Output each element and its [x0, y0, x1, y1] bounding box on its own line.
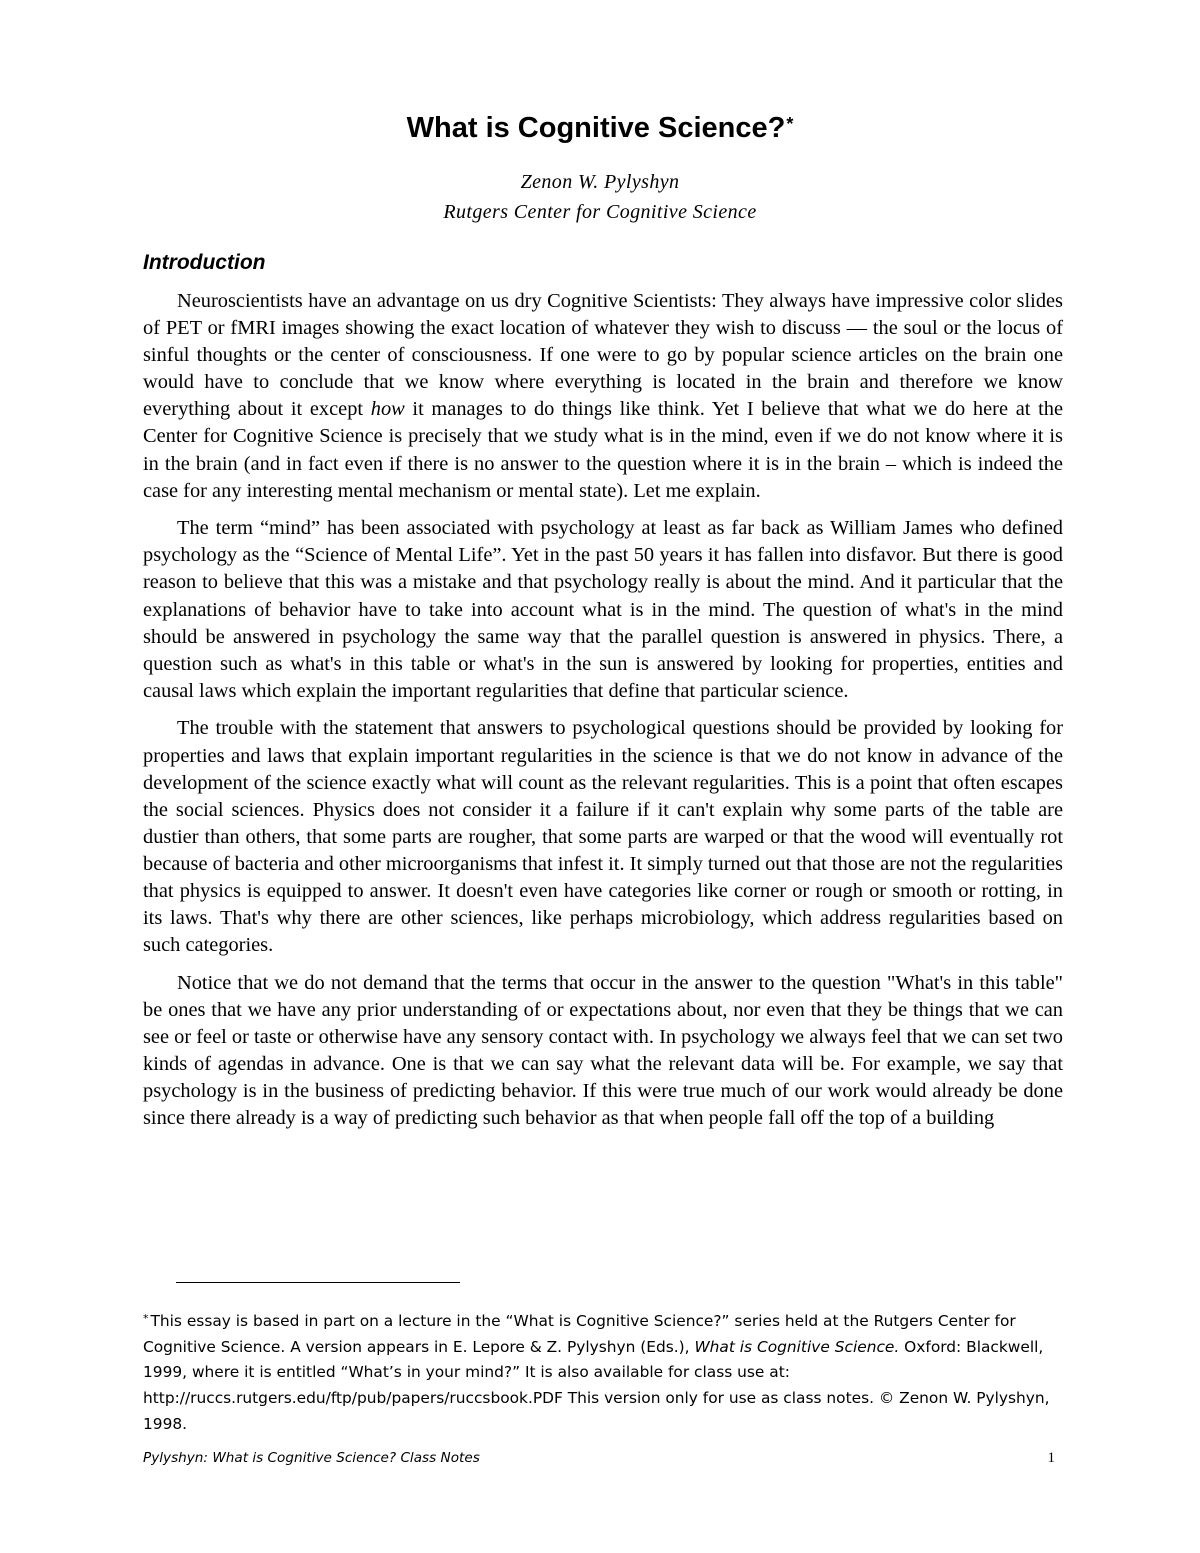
body-text [143, 288, 1063, 1143]
paragraph: The trouble with the statement that answers to psychological questions should be provided by looking for properties and laws that explain important regularities in the science is that we do not know in advance of the development of the science exactly what will count as the relevant regularities. This is a point that often escapes the social sciences. Physics does not consider it a failure if it can't explain why some parts of the table are dustier than others, that some parts are rougher, that some parts are warped or that the wood will eventually rot because of bacteria and other microorganisms that infest it. It simply turned out that those are not the regularities that physics is equipped to answer. It doesn't even have categories like corner or rough or smooth or rotting, in its laws. That's why there are other sciences, like perhaps microbiology, which address regularities based on such categories. [143, 717, 1063, 957]
paragraph [143, 288, 1063, 505]
title-footnote-marker: * [786, 114, 794, 134]
emphasized-word: how [370, 398, 405, 421]
paragraph-text: it manages to do things like think. Yet I believe that what we do here at the Center for Cognitive Science is precisely that we study what is in the mind, even if we do not know where it is in the brain (and in fact even if there is no answer to the question where it is in the brain – which is indeed the case for any interesting mental mechanism or mental state). Let me explain. [143, 398, 1063, 502]
page-number: 1 [1047, 1450, 1055, 1466]
paragraph: The term “mind” has been associated with psychology at least as far back as William James who defined psychology as the “Science of Mental Life”. Yet in the past 50 years it has fallen into disfavor. But there is good reason to believe that this was a mistake and that psychology really is about the mind. And it particular that the explanations of behavior have to take into account what is in the mind. The question of what's in the mind should be answered in psychology the same way that the parallel question is answered in physics. There, a question such as what's in this table or what's in the sun is answered by looking for properties, entities and causal laws which explain the important regularities that define that particular science. [143, 517, 1063, 702]
author-name: Zenon W. Pylyshyn [520, 171, 680, 193]
paragraph: Notice that we do not demand that the terms that occur in the answer to the question "What's in this table" be ones that we have any prior understanding of or expectations about, nor even that they be things that we can see or feel or taste or otherwise have any sensory contact with. In psychology we always feel that we can set two kinds of agendas in advance. One is that we can say what the relevant data will be. For example, we say that psychology is in the business of predicting behavior. If this were true much of our work would already be done since there already is a way of predicting such behavior as that when people fall off the top of a building [143, 971, 1063, 1130]
footnote-text: Oxford: Blackwell, 1999, where it is entitled “What’s in your mind?” It is also available for class use at: http://ruccs.rutgers.edu/ftp/pub/papers/ruccsbook.PDF This version only for use as class notes. © Zenon W. Pylyshyn, 1998. [143, 1337, 1050, 1433]
section-heading: Introduction [143, 251, 266, 274]
footnote-text: This essay is based in part on a lecture in the “What is Cognitive Science?” series held at the Rutgers Center for Cognitive Science. A version appears in E. Lepore & Z. Pylyshyn (Eds.), [143, 1312, 1016, 1356]
footnote [143, 1309, 1063, 1438]
author-affiliation: Rutgers Center for Cognitive Science [443, 201, 757, 223]
title-text: What is Cognitive Science? [406, 112, 786, 144]
footnote-divider [176, 1282, 460, 1283]
footnote-marker: * [143, 1312, 149, 1325]
document-title [0, 108, 1200, 148]
paragraph-text: Neuroscientists have an advantage on us dry Cognitive Scientists: They always have impressive color slides of PET or fMRI images showing the exact location of whatever they wish to discuss — the soul or the locus of sinful thoughts or the center of consciousness. If one were to go by popular science articles on the brain one would have to conclude that we know where everything is located in the brain and therefore we know everything about it except [143, 290, 1063, 421]
running-title: Pylyshyn: What is Cognitive Science? Class Notes [143, 1450, 480, 1466]
footnote-book-title: What is Cognitive Science. [694, 1337, 900, 1356]
page-footer [143, 1447, 1063, 1469]
